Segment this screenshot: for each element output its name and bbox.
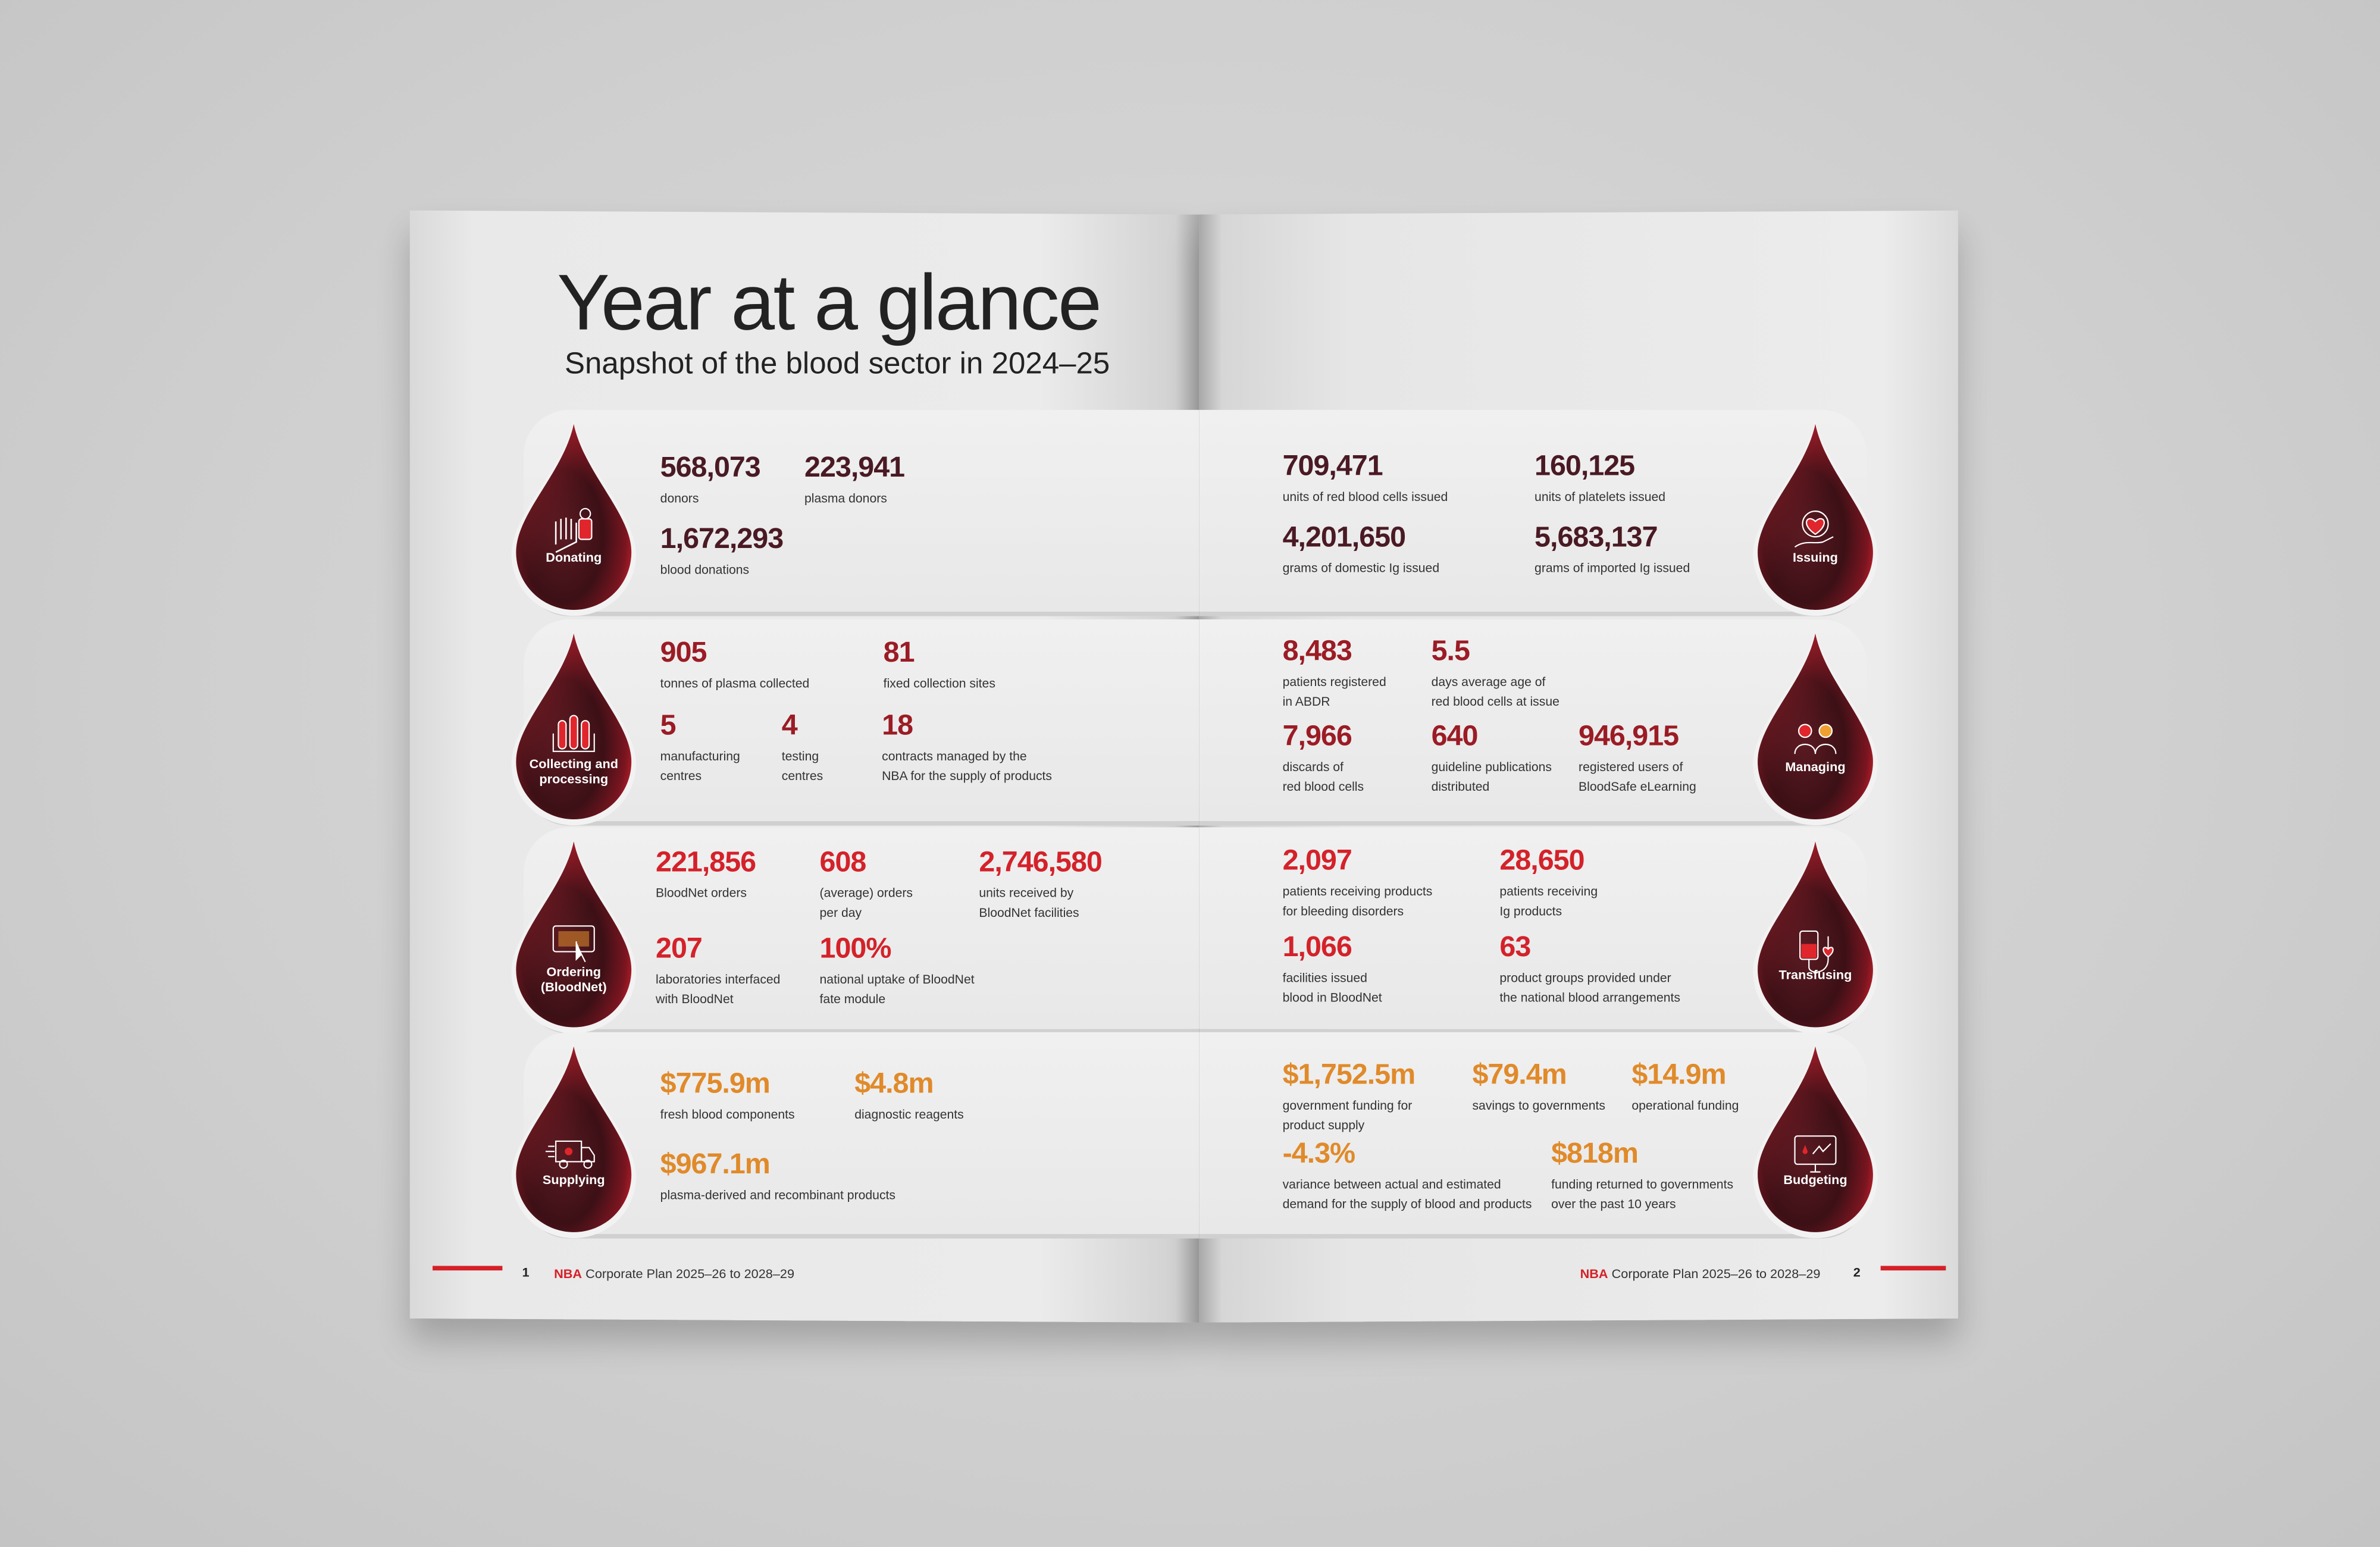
stat-value: 946,915 bbox=[1579, 721, 1679, 753]
stat-value: 709,471 bbox=[1282, 450, 1383, 483]
stat-value: 81 bbox=[883, 637, 915, 669]
stat-value: 18 bbox=[882, 710, 913, 743]
stat-item bbox=[820, 848, 913, 923]
footer-title-left bbox=[554, 1266, 794, 1282]
stat-label: fixed collection sites bbox=[883, 675, 995, 691]
stat-value: $14.9m bbox=[1631, 1059, 1726, 1092]
section-label: Donating bbox=[546, 549, 602, 565]
stat-label: operational funding bbox=[1631, 1097, 1739, 1113]
stat-label: donors bbox=[660, 490, 699, 506]
stat-label: testing centres bbox=[781, 748, 823, 784]
stat-value: 8,483 bbox=[1282, 635, 1352, 668]
stat-item bbox=[1283, 452, 1448, 507]
stat-label: national uptake of BloodNet fate module bbox=[819, 971, 975, 1007]
stat-value: 2,097 bbox=[1282, 845, 1352, 878]
stat-label: funding returned to governments over the past 10 years bbox=[1551, 1176, 1734, 1211]
stat-item bbox=[1283, 722, 1364, 797]
stat-value: $818m bbox=[1551, 1138, 1638, 1170]
stat-label: variance between actual and estimated demand for the supply of blood and products bbox=[1282, 1176, 1532, 1211]
stat-label: contracts managed by the NBA for the supply of products bbox=[882, 748, 1053, 784]
stat-value: $4.8m bbox=[854, 1068, 934, 1101]
test-tubes-icon bbox=[553, 716, 594, 751]
stat-value: 221,856 bbox=[656, 847, 756, 879]
stat-label: grams of domestic Ig issued bbox=[1282, 560, 1440, 575]
stat-item bbox=[1472, 1061, 1605, 1116]
stat-label: diagnostic reagents bbox=[854, 1106, 964, 1122]
stat-item bbox=[1432, 722, 1552, 797]
stat-item bbox=[1283, 637, 1386, 712]
footer-title-right bbox=[1580, 1266, 1821, 1282]
blood-drop-icon bbox=[1739, 419, 1891, 616]
stat-value: 5,683,137 bbox=[1535, 522, 1658, 555]
section-label: Issuing bbox=[1793, 549, 1838, 565]
stat-item bbox=[1283, 847, 1433, 921]
stat-item bbox=[1283, 1140, 1532, 1214]
stat-item bbox=[660, 525, 783, 580]
stat-item bbox=[854, 1070, 964, 1125]
blood-drop-icon bbox=[498, 837, 650, 1034]
stat-label: savings to governments bbox=[1472, 1097, 1606, 1113]
stat-value: 1,672,293 bbox=[660, 524, 784, 556]
stat-label: patients receiving Ig products bbox=[1499, 883, 1598, 919]
stat-value: 1,066 bbox=[1282, 932, 1352, 964]
stat-label: registered users of BloodSafe eLearning bbox=[1579, 759, 1696, 794]
page-number-left: 1 bbox=[522, 1264, 530, 1280]
stat-item bbox=[1535, 452, 1665, 507]
stat-item bbox=[1283, 1061, 1416, 1135]
footer-doc-title: Corporate Plan 2025–26 to 2028–29 bbox=[1611, 1266, 1821, 1282]
stat-item bbox=[882, 712, 1052, 786]
stat-item bbox=[782, 712, 823, 786]
stat-label: tonnes of plasma collected bbox=[660, 675, 810, 691]
blood-drop-icon bbox=[498, 419, 650, 616]
stat-label: plasma donors bbox=[804, 490, 887, 506]
footer-brand: NBA bbox=[1580, 1266, 1608, 1282]
stat-label: units received by BloodNet facilities bbox=[979, 885, 1079, 920]
page-number-right: 2 bbox=[1853, 1264, 1861, 1280]
blood-drop-icon bbox=[1739, 837, 1891, 1034]
stat-value: 2,746,580 bbox=[979, 847, 1102, 879]
stat-value: $79.4m bbox=[1472, 1059, 1567, 1092]
stat-item bbox=[884, 639, 995, 694]
stat-label: fresh blood components bbox=[660, 1106, 795, 1122]
stat-item bbox=[1631, 1061, 1739, 1116]
section-label: Budgeting bbox=[1783, 1172, 1847, 1187]
footer-accent-line-right bbox=[1881, 1266, 1946, 1271]
stat-value: 28,650 bbox=[1499, 845, 1584, 878]
section-label: Collecting and processing bbox=[529, 756, 618, 787]
stat-value: 63 bbox=[1499, 932, 1531, 964]
stat-label: plasma-derived and recombinant products bbox=[660, 1186, 896, 1202]
stat-label: facilities issued blood in BloodNet bbox=[1282, 970, 1382, 1005]
stat-label: patients registered in ABDR bbox=[1282, 674, 1386, 709]
page-subtitle: Snapshot of the blood sector in 2024–25 bbox=[564, 347, 1110, 381]
stat-value: 7,966 bbox=[1282, 721, 1352, 753]
stat-item bbox=[1499, 934, 1680, 1008]
stat-item bbox=[660, 1070, 795, 1125]
stat-label: government funding for product supply bbox=[1282, 1097, 1413, 1133]
stat-item bbox=[1499, 847, 1598, 921]
blood-drop-icon bbox=[498, 1041, 650, 1239]
section-label: Transfusing bbox=[1778, 966, 1852, 982]
stat-label: discards of red blood cells bbox=[1282, 759, 1364, 794]
stat-label: (average) orders per day bbox=[819, 885, 913, 920]
stat-item bbox=[1283, 524, 1440, 578]
footer-doc-title: Corporate Plan 2025–26 to 2028–29 bbox=[585, 1266, 795, 1282]
stat-item bbox=[1535, 524, 1690, 578]
stat-value: 640 bbox=[1431, 721, 1478, 753]
blood-drop-icon bbox=[498, 628, 650, 826]
stat-value: 608 bbox=[819, 847, 866, 879]
stat-label: manufacturing centres bbox=[660, 748, 740, 784]
stat-value: $775.9m bbox=[660, 1068, 770, 1101]
stat-value: $1,752.5m bbox=[1282, 1059, 1416, 1092]
footer-brand: NBA bbox=[554, 1266, 583, 1282]
stat-item bbox=[979, 848, 1101, 923]
stat-item bbox=[656, 848, 756, 903]
stat-label: product groups provided under the national blood arrangements bbox=[1499, 970, 1680, 1005]
stat-item bbox=[660, 712, 740, 786]
stat-value: 207 bbox=[656, 933, 702, 966]
stat-item bbox=[660, 454, 760, 509]
stat-value: 5.5 bbox=[1431, 635, 1470, 668]
stat-value: 4,201,650 bbox=[1282, 522, 1406, 555]
stat-item bbox=[660, 639, 810, 694]
blood-drop-icon bbox=[1739, 628, 1891, 826]
stat-item bbox=[820, 935, 975, 1009]
stat-item bbox=[1283, 934, 1382, 1008]
stat-label: patients receiving products for bleeding disorders bbox=[1282, 883, 1433, 919]
stat-label: days average age of red blood cells at issue bbox=[1431, 674, 1559, 709]
section-label: Supplying bbox=[542, 1172, 605, 1187]
footer-accent-line-left bbox=[433, 1266, 502, 1271]
stat-item bbox=[1432, 637, 1559, 712]
stat-item bbox=[1579, 722, 1696, 797]
stat-value: 568,073 bbox=[660, 452, 760, 484]
stat-value: 223,941 bbox=[804, 452, 905, 484]
page-title: Year at a glance bbox=[557, 259, 1101, 348]
section-label: Ordering (BloodNet) bbox=[540, 963, 607, 994]
stat-item bbox=[1551, 1140, 1733, 1214]
stat-item bbox=[660, 1151, 895, 1205]
stat-value: 100% bbox=[819, 933, 891, 966]
stat-label: guideline publications distributed bbox=[1431, 759, 1552, 794]
stat-label: grams of imported Ig issued bbox=[1535, 560, 1690, 575]
stat-value: 905 bbox=[660, 637, 707, 669]
stat-value: 4 bbox=[781, 710, 797, 743]
section-label: Managing bbox=[1785, 759, 1846, 775]
stat-label: laboratories interfaced with BloodNet bbox=[656, 971, 781, 1007]
stat-label: blood donations bbox=[660, 561, 750, 577]
stat-value: 160,125 bbox=[1535, 450, 1635, 483]
stat-value: -4.3% bbox=[1282, 1138, 1355, 1170]
blood-drop-icon bbox=[1739, 1041, 1891, 1239]
stat-value: $967.1m bbox=[660, 1149, 770, 1181]
stat-label: units of red blood cells issued bbox=[1282, 488, 1448, 504]
stat-label: BloodNet orders bbox=[656, 885, 747, 900]
stat-item bbox=[804, 454, 904, 509]
stat-item bbox=[656, 935, 780, 1009]
stat-label: units of platelets issued bbox=[1535, 488, 1666, 504]
stat-value: 5 bbox=[660, 710, 676, 743]
